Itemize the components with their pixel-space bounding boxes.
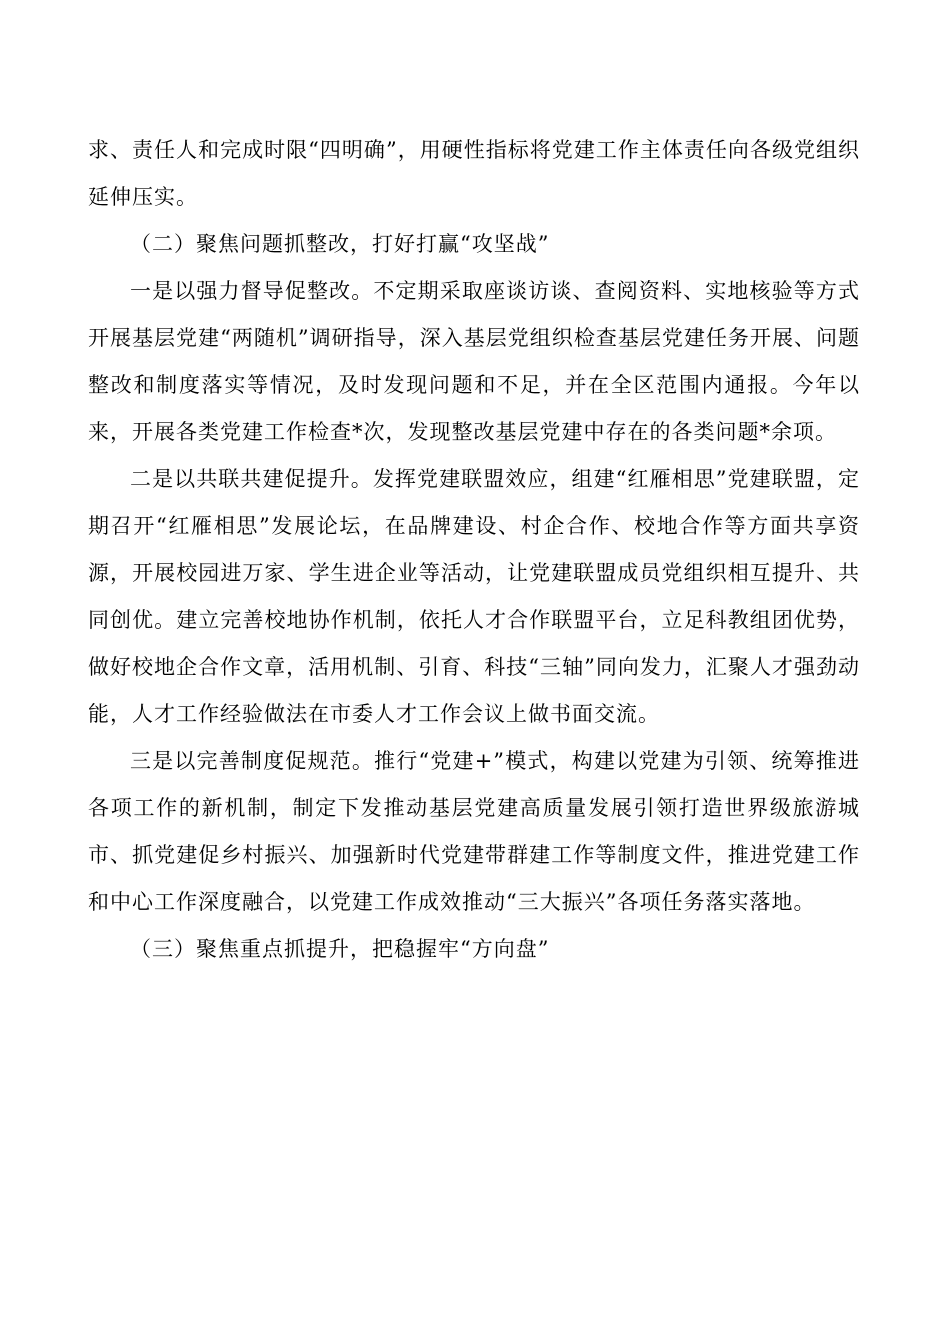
document-body: [88, 127, 860, 973]
paragraph-continuation: 求、责任人和完成时限“四明确”，用硬性指标将党建工作主体责任向各级党组织延伸压实。: [88, 138, 860, 209]
section-heading-2: （二）聚焦问题抓整改，打好打赢“攻坚战”: [130, 232, 550, 256]
paragraph-supervision: 一是以强力督导促整改。不定期采取座谈访谈、查阅资料、实地核验等方式开展基层党建“两随机”调研指导，深入基层党组织检查基层党建任务开展、问题整改和制度落实等情况，及时发现问题和不足，并在全区范围内通报。今年以来，开展各类党建工作检查*次，发现整改基层党建中存在的各类问题*余项。: [88, 279, 860, 444]
section-heading-3: （三）聚焦重点抓提升，把稳握牢“方向盘”: [130, 937, 550, 961]
paragraph-institution: 三是以完善制度促规范。推行“党建+”模式，构建以党建为引领、统筹推进各项工作的新机制，制定下发推动基层党建高质量发展引领打造世界级旅游城市、抓党建促乡村振兴、加强新时代党建带群建工作等制度文件，推进党建工作和中心工作深度融合，以党建工作成效推动“三大振兴”各项任务落实落地。: [88, 749, 860, 914]
paragraph-joint-building: 二是以共联共建促提升。发挥党建联盟效应，组建“红雁相思”党建联盟，定期召开“红雁相思”发展论坛，在品牌建设、村企合作、校地合作等方面共享资源，开展校园进万家、学生进企业等活动，让党建联盟成员党组织相互提升、共同创优。建立完善校地协作机制，依托人才合作联盟平台，立足科教组团优势，做好校地企合作文章，活用机制、引育、科技“三轴”同向发力，汇聚人才强劲动能，人才工作经验做法在市委人才工作会议上做书面交流。: [88, 467, 860, 726]
